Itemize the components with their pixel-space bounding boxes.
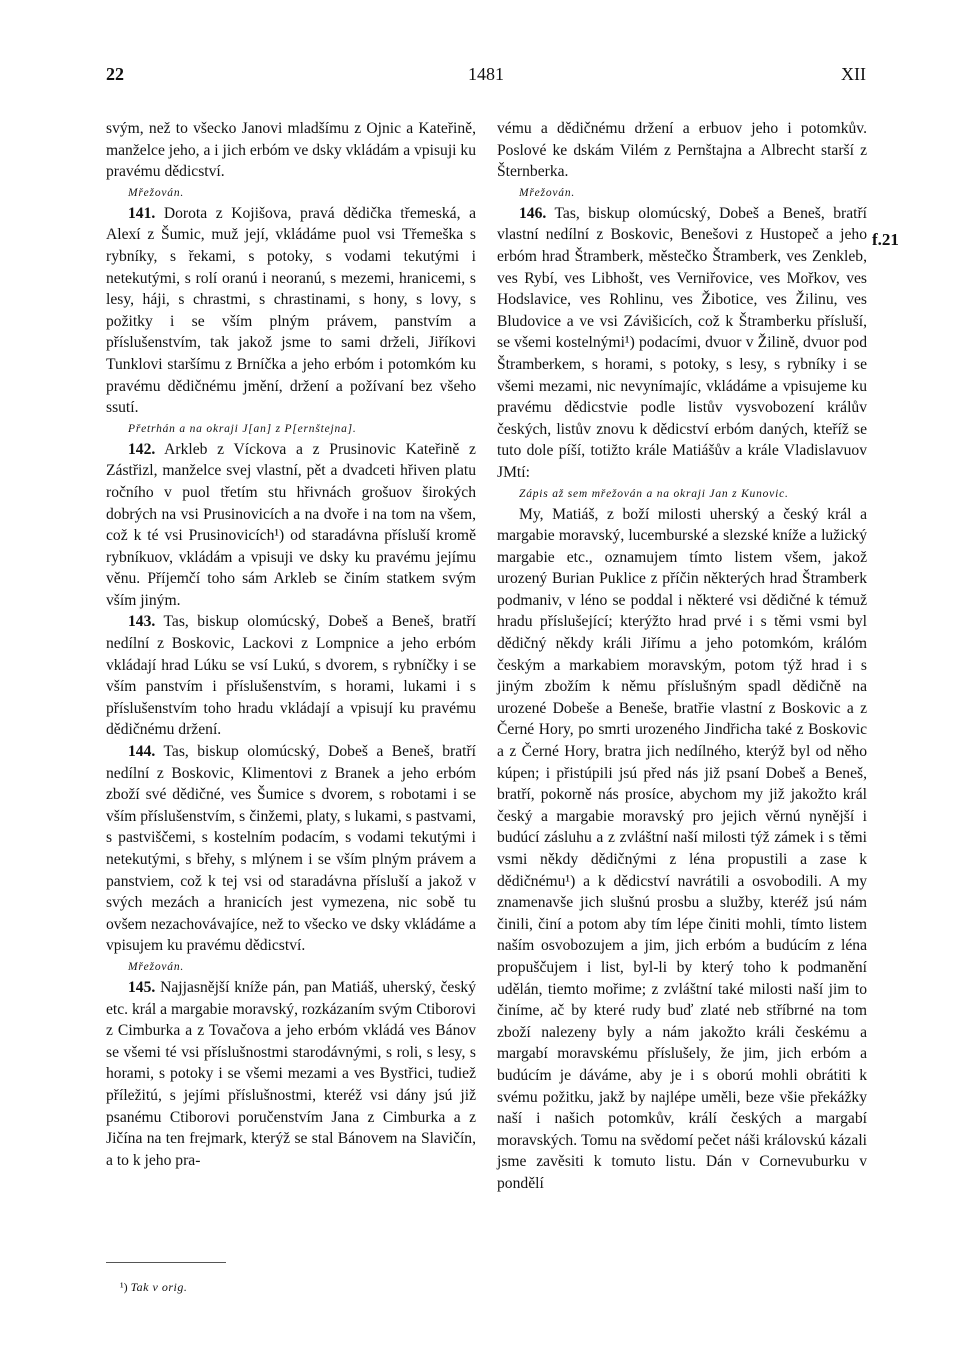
entry-text: Tas, biskup olomúcský, Dobeš a Beneš, bratří vlastní nedílní z Boskovic, Benešovi z Hustopeč a jeho erbóm hrad Štramberk, městečko Štramberk, ves Zenkleb, ves Rybí, ves Libhošt, ves Verniřovice, ves Mořkov, ves Hodslavice, ves Rohlinu, ves Žibotice, ves Žilinu, ves Bludovice a ve vsi Závišicích, což k Štramberku přísluší, se všemi kostelnými¹) podacími, dvuor v Žilině, dvuor pod Štramberkem, s horami, s potoky, s lesy, s rybníky i se všemi mezami, nic nevynímajíc, vkládáme a vpisujeme ku pravému dědicstvie podle listův vysvobození králův českých, listův znovu k dědicství erbóm daných, kteříž se tuto dole píší, totižto krále Matiášův a krále Vladislavuov JMtí:	[497, 204, 867, 481]
scribal-note: Zápis až sem mřežován a na okraji Jan z Kunovic.	[519, 487, 789, 500]
entry-paragraph	[106, 741, 476, 957]
entry-number: 144.	[128, 743, 156, 761]
footnote	[120, 1280, 187, 1295]
scribal-note: Mřežován.	[519, 186, 576, 199]
entry-paragraph	[106, 203, 476, 419]
text-paragraph: My, Matiáš, z boží milosti uherský a český král a margabie moravský, lucemburské a slezské kníže a lužický margabie etc., oznamujem tímto listem všem, jakož urozený Burian Puklice z příčin některých hrad Štramberk podmaniv, v léno se poddal i některé vsi dědičné k témuž hradu příslušející; kterýžto hrad prvé i s těmi vsmi byl dědičný někdy králi Jiřímu a jeho potomkóm, králóm českým a markabiem moravským, potom týž hrad i s jiným zbožím k němu příslušným spadl dědičně na urozené Dobeše a Beneše, bratřie vlastní z Boskovic a z Černé Hory, po smrti urozeného Jindřicha také z Boskovic a z Černé Hory, bratra jich nedílného, kterýž byl od něho kúpen; i přistúpili jsú před nás již psaní Dobeš a Beneš, bratří, pokorně nás prosíce, abychom my již jakožto král český a margabie moravský pro jejich věrnú nynější i budúcí zásluhu a z zvláštní naší milosti týž zámek i s těmi vsmi někdy dědičnými z léna propustili a zase k dědičnému¹) a k dědicství navrátili a osvobodili. A my znamenavše jich slušnú prosbu a služby, kteréž jsú nám činili, činí a potom aby tím lépe činiti mohli, tímto listem naším osvobozujem a jim, jich erbóm a budúcím z léna propuščujem i list, byl-li by který toho k podmanění udělán, tiemto mořime; z zvláštní také milosti naší jim to činíme, ač by které rudy buď zlaté neb stříbrné na tom zboží nalezeny byly a nám jakožto králi českému a margabí moravskému příslušely, že jim, jich erbóm a budúcím je dáváme, aby je i s oború mohli obrátiti k svému požitku, jakž by najlépe uměli, beze všie překážky naší i našich potomkův, králí českých a margabí moravských. Tomu na svědomí pečet náši královskú kázali jsme zavěsiti k tomuto listu. Dán v Cornevuburku v pondělí	[497, 505, 867, 1192]
page-header	[106, 64, 866, 88]
entry-paragraph	[106, 439, 476, 612]
entry-paragraph	[497, 203, 867, 484]
entry-text: Najjasnější kníže pán, pan Matiáš, uherský, český etc. král a margabie moravský, rozkázaním svým Ctiborovi z Cimburka a z Tovačova a jeho erbóm vkládá ves Bánov se všemi té vsi příslušnostmi starodávnými, s roli, s lesy, s horami, s potoky i se všemi mezami a ves Bystřici, tudiež příležitú, s jejími příslušnostmi, kteréž vsi dány jsú již psanému Ctiborovi poručenstvím Jana z Cimburka a z Jičína na ten frejmark, kterýž se stal Bánovem na Slavičín, a to k jeho pra-	[106, 978, 476, 1169]
entry-number: 145.	[128, 978, 156, 996]
left-column	[106, 118, 476, 1171]
text-paragraph: svým, než to všecko Janovi mladšímu z Ojnic a Kateřině, manželce jeho, a i jich erbóm ve dsky vkládám a vpisuji ku pravému dědicství.	[106, 120, 476, 181]
scribal-note: Mřežován.	[128, 186, 185, 199]
footnote-mark: ¹)	[120, 1280, 128, 1294]
entry-text: Tas, biskup olomúcský, Dobeš a Beneš, bratří nedílní z Boskovic, Lackovi z Lompnice a jeho erbóm vkládají hrad Lúku se vsí Lukú, s dvorem, s rybníčky i se vším panstvím i příslušenstvím, s horami, lukami i s příslušenstvím toho hradu vkládají a vpisují ku pravému dědičnému držení.	[106, 613, 476, 739]
page-number: 22	[106, 64, 124, 84]
folio-margin-note: f.21	[872, 230, 899, 249]
right-column	[497, 118, 867, 1195]
year-heading: 1481	[468, 64, 504, 84]
entry-paragraph	[106, 977, 476, 1171]
section-number: XII	[841, 64, 866, 84]
entry-text: Tas, biskup olomúcský, Dobeš a Beneš, bratří nedílní z Boskovic, Klimentovi z Branek a jeho erbóm zboží své dědičné, ves Šumice s dvorem, s robotami i se vším příslušenstvím, s činžemi, platy, s lukami, s pastvami, s pastviščemi, s kostelním podacím, s vodami tekutými i netekutými, s břehy, s mlýnem i se vším plným právem a panstviem, což k tej vsi od staradávna přísluší a jakož v svých mezách a hranicích jest vymezena, nic sobě tu ovšem nezachovávajíce, než to všecko ve dsky vkládáme a vpisujem ku pravému dědicství.	[106, 743, 476, 955]
entry-number: 142.	[128, 440, 156, 458]
entry-text: Arkleb z Víckova a z Prusinovic Kateřině z Zástřizl, manželce svej vlastní, pět a dvadceti hřiven platu ročního v puol třetím stu hřivnách grošuov širokých dobrých na vsi Prusinovicích a na dvoře i na tom na všem, což k té vsi Prusinovicích¹) od staradávna přísluší kromě rybníkuov, vkládám a vpisuji ve dsky ku pravému jejímu věnu. Příjemčí toho sám Arkleb se činím statkem svým vším jiným.	[106, 440, 476, 609]
entry-number: 141.	[128, 204, 156, 222]
entry-number: 143.	[128, 613, 156, 631]
footnote-rule	[106, 1262, 226, 1263]
footnote-text: Tak v orig.	[130, 1280, 188, 1294]
entry-text: Dorota z Kojišova, pravá dědička třemeská, a Alexí z Šumic, muž její, vkládáme puol vsi Třemeška s rybníky, s řekami, s potoky, s vodami tekutými i netekutými, s rolí oranú i neoranú, s mezemi, hranicemi, s lesy, háji, s chrastmi, s chrastinami, s hony, s lovy, s požitky i se vším plným právem, panstvím a příslušenstvím, tak jakož jsme to sami drželi, Jiříkovi Tunklovi staršímu z Brníčka a jeho erbóm i potomkóm ku pravému dědičnému jmění, držení a požívaní bez všeho ssutí.	[106, 204, 476, 417]
entry-paragraph	[106, 611, 476, 741]
entry-number: 146.	[519, 204, 547, 222]
text-paragraph: vému a dědičnému držení a erbuov jeho i potomkův. Poslové ke dskám Vilém z Pernštajna a Albrecht starší z Šternberka.	[497, 120, 867, 181]
scribal-note: Mřežován.	[128, 960, 185, 973]
scribal-note: Přetrhán a na okraji J[an] z P[ernštejna].	[128, 422, 357, 435]
